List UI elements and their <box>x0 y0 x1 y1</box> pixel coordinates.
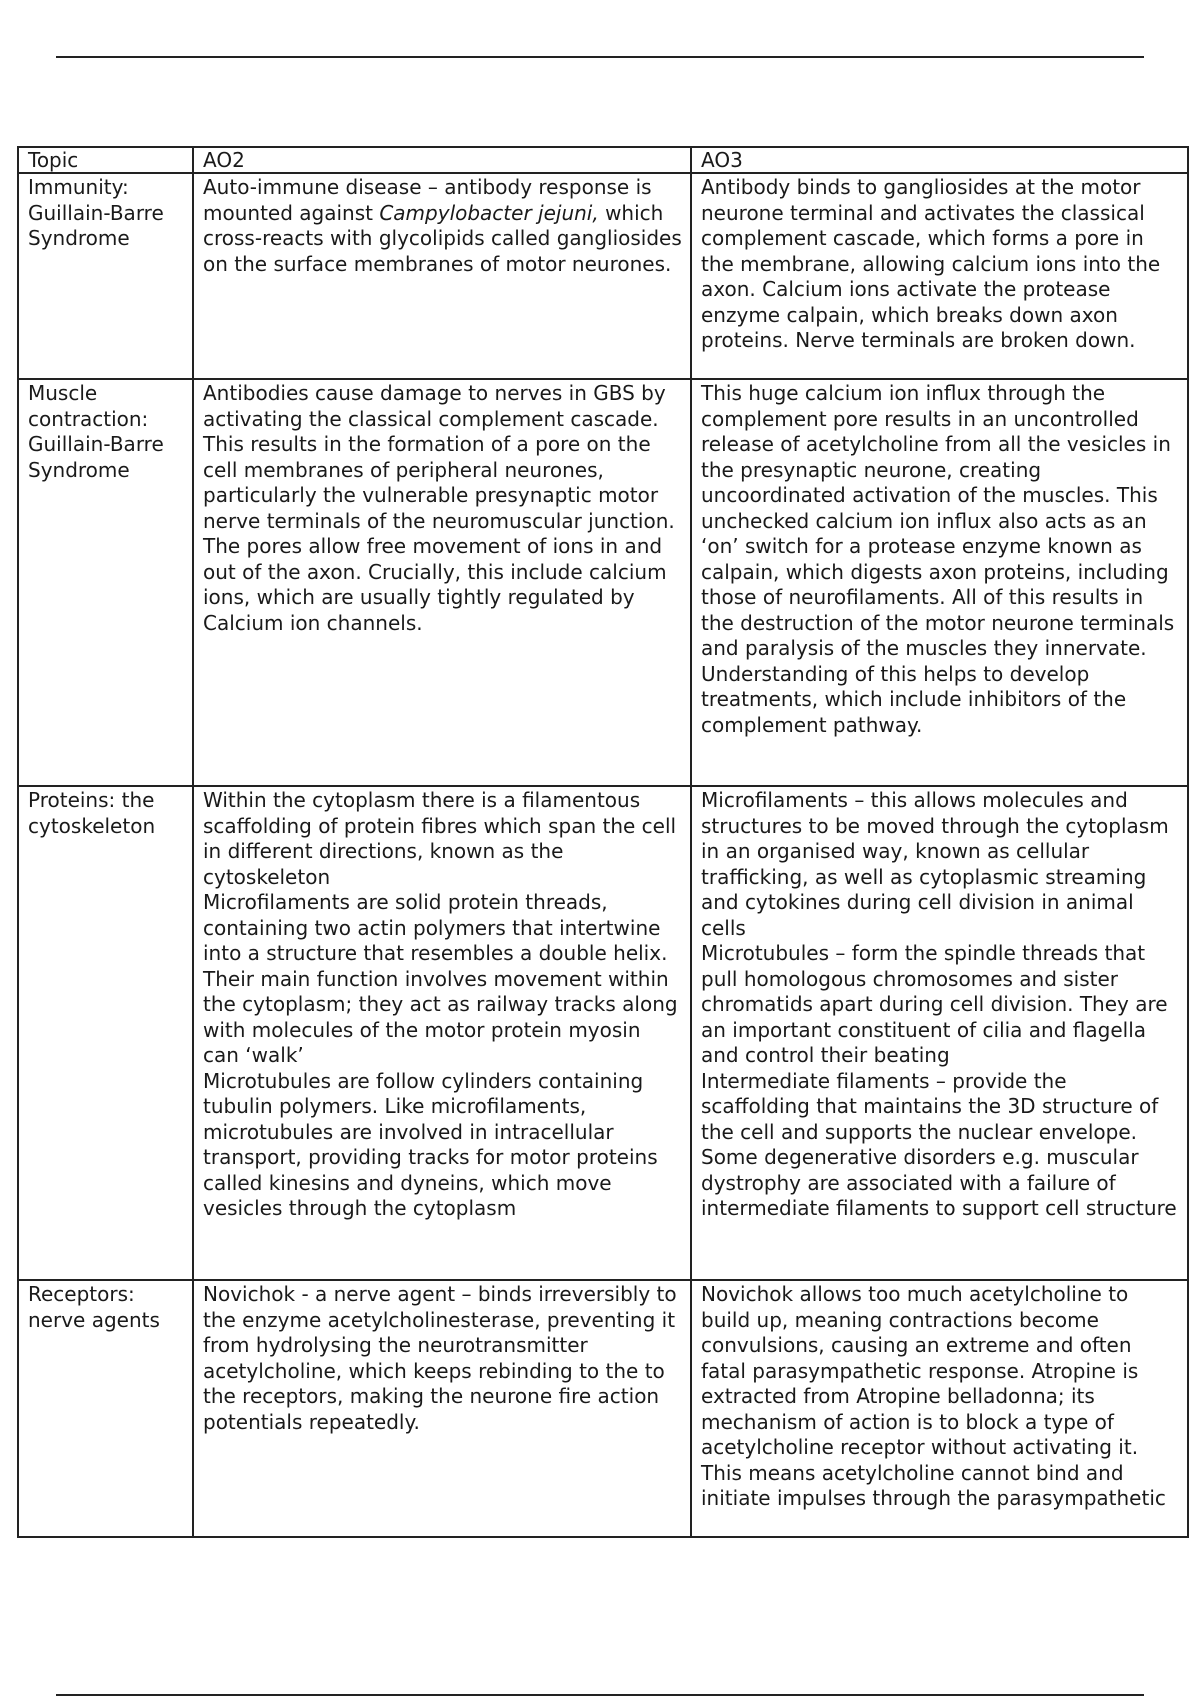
footer-rule <box>56 1694 1144 1696</box>
table-row <box>18 173 1188 379</box>
ao2-text: which cross-reacts with glycolipids called gangliosides on the surface membranes of motor neurones. <box>203 200 682 276</box>
ao-table <box>17 146 1189 1538</box>
ao2-cell <box>193 786 691 1280</box>
ao3-cell <box>691 379 1188 786</box>
topic-cell: Immunity: Guillain-Barre Syndrome <box>18 173 193 379</box>
ao2-paragraph: Novichok - a nerve agent – binds irreversibly to the enzyme acetylcholinesterase, preventing it from hydrolysing the neurotransmitter acetylcholine, which keeps rebinding to the to the receptors, making the neurone fire action potentials repeatedly. <box>203 1282 677 1434</box>
header-rule <box>56 56 1144 58</box>
ao3-cell <box>691 786 1188 1280</box>
ao2-cell <box>193 1280 691 1537</box>
ao2-paragraph: Microfilaments are solid protein threads, containing two actin polymers that intertwine into a structure that resembles a double helix. Their main function involves movement within the cytoplasm; they act as railway tracks along with molecules of the motor protein myosin can ‘walk’ <box>203 890 678 1067</box>
topic-cell: Receptors: nerve agents <box>18 1280 193 1537</box>
header-topic: Topic <box>18 147 193 173</box>
ao3-cell <box>691 173 1188 379</box>
ao3-paragraph: Microtubules – form the spindle threads that pull homologous chromosomes and sister chromatids apart during cell division. They are an important constituent of cilia and flagella and control their beating <box>701 941 1168 1067</box>
topic-cell: Proteins: the cytoskeleton <box>18 786 193 1280</box>
ao2-paragraph: Microtubules are follow cylinders containing tubulin polymers. Like microfilaments, microtubules are involved in intracellular transport, providing tracks for motor proteins called kinesins and dyneins, which move vesicles through the cytoplasm <box>203 1068 658 1220</box>
ao3-paragraph: Microfilaments – this allows molecules and structures to be moved through the cytoplasm in an organised way, known as cellular trafficking, as well as cytoplasmic streaming and cytokines during cell division in animal cells <box>701 788 1169 940</box>
header-ao2: AO2 <box>193 147 691 173</box>
topic-cell: Muscle contraction: Guillain-Barre Syndrome <box>18 379 193 786</box>
ao2-text: Auto-immune disease – antibody response is mounted against <box>203 175 652 225</box>
ao2-cell <box>193 379 691 786</box>
table-header-row <box>18 147 1188 173</box>
ao3-paragraph: Novichok allows too much acetylcholine to build up, meaning contractions become convulsions, causing an extreme and often fatal parasympathetic response. Atropine is extracted from Atropine belladonna; its mechanism of action is to block a type of acetylcholine receptor without activating it. This means acetylcholine cannot bind and initiate impulses through the parasympathetic <box>701 1282 1166 1510</box>
ao3-paragraph: Antibody binds to gangliosides at the motor neurone terminal and activates the classical complement cascade, which forms a pore in the membrane, allowing calcium ions into the axon. Calcium ions activate the protease enzyme calpain, which breaks down axon proteins. Nerve terminals are broken down. <box>701 175 1161 352</box>
table-row <box>18 786 1188 1280</box>
ao3-cell <box>691 1280 1188 1537</box>
ao2-species-name: Campylobacter jejuni, <box>379 200 599 225</box>
table-row <box>18 379 1188 786</box>
header-ao3: AO3 <box>691 147 1188 173</box>
ao2-paragraph: Antibodies cause damage to nerves in GBS by activating the classical complement cascade. This results in the formation of a pore on the cell membranes of peripheral neurones, particularly the vulnerable presynaptic motor nerve terminals of the neuromuscular junction. The pores allow free movement of ions in and out of the axon. Crucially, this include calcium ions, which are usually tightly regulated by Calcium ion channels. <box>203 381 675 635</box>
table-row <box>18 1280 1188 1537</box>
ao2-paragraph: Within the cytoplasm there is a filamentous scaffolding of protein fibres which span the cell in different directions, known as the cytoskeleton <box>203 788 677 889</box>
ao3-paragraph: This huge calcium ion influx through the complement pore results in an uncontrolled release of acetylcholine from all the vesicles in the presynaptic neurone, creating uncoordinated activation of the muscles. This unchecked calcium ion influx also acts as an ‘on’ switch for a protease enzyme known as calpain, which digests axon proteins, including those of neurofilaments. All of this results in the destruction of the motor neurone terminals and paralysis of the muscles they innervate. Understanding of this helps to develop treatments, which include inhibitors of the complement pathway. <box>701 381 1175 737</box>
ao3-paragraph: Intermediate filaments – provide the scaffolding that maintains the 3D structure of the cell and supports the nuclear envelope. Some degenerative disorders e.g. muscular dystrophy are associated with a failure of intermediate filaments to support cell structure <box>701 1068 1177 1220</box>
ao2-cell <box>193 173 691 379</box>
